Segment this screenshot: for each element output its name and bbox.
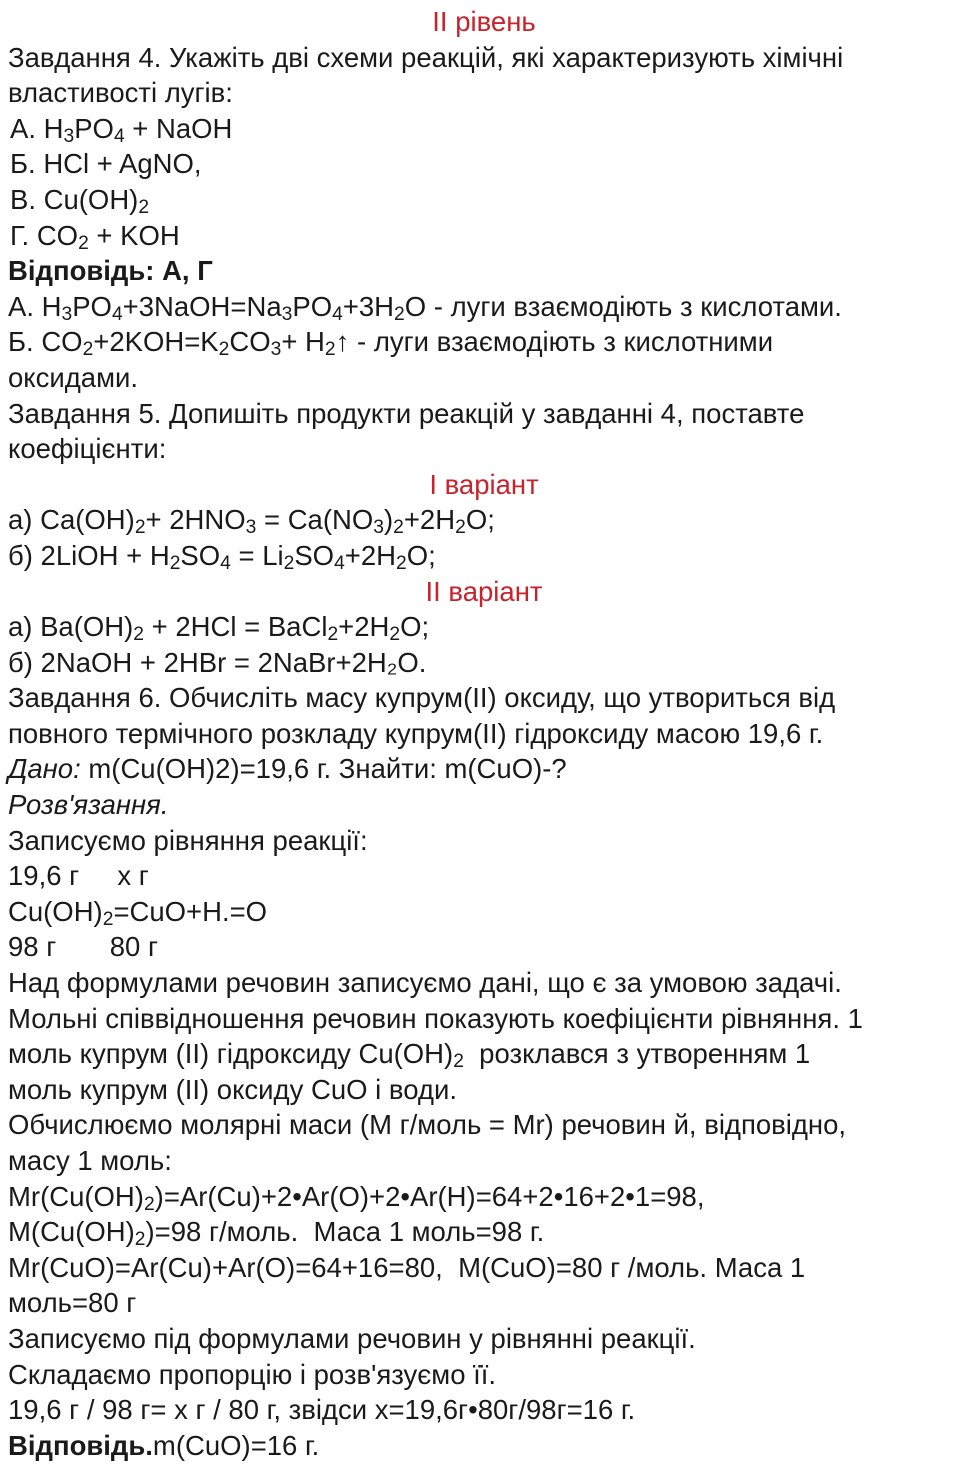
task6-question-line2: повного термічного розкладу купрум(II) гідроксиду масою 19,6 г. <box>8 717 824 749</box>
below-formula-masses: 98 г 80 г <box>8 931 159 963</box>
task5-question-line1: Завдання 5. Допишіть продукти реакцій у завданні 4, поставте <box>8 397 805 429</box>
final-answer-label: Відповідь. <box>8 1429 153 1461</box>
task4-question-line1: Завдання 4. Укажіть дві схеми реакцій, які характеризують хімічні <box>8 41 844 73</box>
mr-cuo-line1: Mr(CuO)=Ar(Cu)+Ar(O)=64+16=80, M(CuO)=80 г /моль. Маса 1 <box>8 1251 806 1283</box>
task6-given <box>8 751 960 787</box>
paragraph-molar-mass-line2: масу 1 моль: <box>8 1145 172 1176</box>
write-equation-line: Записуємо рівняння реакції: <box>8 824 368 856</box>
paragraph-write-below: Записуємо під формулами речовин у рівнянні реакції. <box>8 1322 696 1354</box>
paragraph-mole-ratio-line3: моль купрум (II) оксиду CuO і води. <box>8 1073 457 1105</box>
task4-option-b: Б. HCl + AgNO, <box>10 148 202 180</box>
task4-option-v: В. $Cu(OH)_2$ <box>10 183 150 219</box>
task5-question-line2: коефіцієнти: <box>8 433 167 465</box>
paragraph-mole-ratio-line2: моль купрум (II) гідроксиду $Cu(OH)_2$ розклався з утворенням 1 <box>8 1038 811 1073</box>
given-label: Дано: <box>8 753 81 785</box>
task4-answer: Відповідь: А, Г <box>8 255 213 287</box>
above-formula-masses: 19,6 г х г <box>8 860 149 892</box>
task4-option-g: Г. $CO_2$ + KOH <box>10 219 180 254</box>
given-text: m(Cu(OH)2)=19,6 г. Знайти: m(CuO)-? <box>80 753 567 785</box>
paragraph-proportion: Складаємо пропорцію і розв'язуємо її. <box>8 1358 497 1390</box>
variant2-reaction-b: б) 2NaOH + 2HBr = 2NaBr+2H₂O. <box>8 646 427 678</box>
task4-answer-b-line2: оксидами. <box>8 361 138 393</box>
task4-answer-a: А. $H_3PO_4+3NaOH=Na_3PO_4+3H_2O$ - луги взаємодіють з кислотами. <box>8 290 842 325</box>
reaction-equation: $Cu(OH)_2=CuO+H.=O$ <box>8 895 268 931</box>
final-answer-value: m(CuO)=16 г. <box>152 1429 320 1461</box>
variant2-heading: ІІ варіант <box>425 575 543 607</box>
variant1-reaction-a: а) $Ca(OH)_2+ 2HNO_3 = Ca(NO_3)_2+2H_2O$; <box>8 504 495 539</box>
solution-label: Розв'язання. <box>8 789 169 821</box>
paragraph-mole-ratio-line1: Мольні співвідношення речовин показують коефіцієнти рівняння. 1 <box>8 1002 863 1034</box>
m-cu-oh2: $M(Cu(OH)_2)=98$ г/моль. Маса 1 моль=98 г. <box>8 1216 545 1251</box>
mr-cuo-line2: моль=80 г <box>8 1287 137 1319</box>
mr-cu-oh2: $Mr(Cu(OH)_2)=Ar(Cu)+2•Ar(O)+2•Ar(H)=64+2•16+2•1=98$, <box>8 1180 705 1215</box>
final-answer <box>8 1428 960 1464</box>
level-heading: ІІ рівень <box>432 6 536 37</box>
proportion-calculation: 19,6 г / 98 г= х г / 80 г, звідси х=19,6г•80г/98г=16 г. <box>8 1394 636 1426</box>
task4-answer-b-line1: Б. $CO_2+2KOH=K_2CO_3+$ $H_2↑$ - луги взаємодіють з кислотними <box>8 326 774 361</box>
task4-option-a: А. $H_3PO_4$ + NaOH <box>10 112 233 148</box>
paragraph-data-above: Над формулами речовин записуємо дані, що є за умовою задачі. <box>8 967 842 999</box>
variant1-heading: І варіант <box>429 468 539 500</box>
variant1-reaction-b: б) 2LiOH + $H_2SO_4 = Li_2SO_4+2H_2O$; <box>8 539 436 575</box>
variant2-reaction-a: а) $Ba(OH)_2 + 2HCl$ = $BaCl_2+2H_2O$; <box>8 611 430 646</box>
paragraph-molar-mass-line1: Обчислюємо молярні маси (M г/моль = Mr) речовин й, відповідно, <box>8 1109 847 1141</box>
task4-question-line2: властивості лугів: <box>8 77 233 109</box>
task6-question-line1: Завдання 6. Обчисліть масу купрум(II) оксиду, що утвориться від <box>8 682 836 714</box>
